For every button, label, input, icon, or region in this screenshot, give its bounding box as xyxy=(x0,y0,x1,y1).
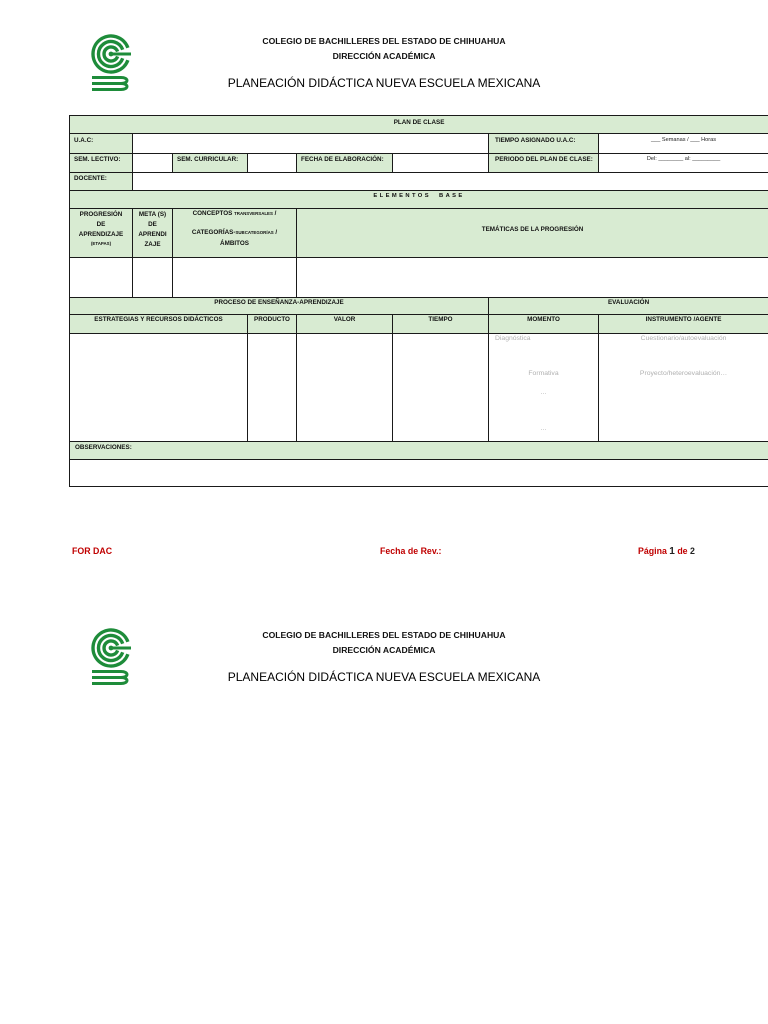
plan-de-clase-form xyxy=(69,115,768,487)
tematicas-header: TEMÁTICAS DE LA PROGRESIÓN xyxy=(297,209,768,258)
producto-field xyxy=(248,334,297,442)
progresion-field xyxy=(70,258,133,298)
instrumento-hint-proyecto: Proyecto/heteroevaluación… xyxy=(639,370,728,377)
fecha-elaboracion-field xyxy=(393,154,489,173)
docente-row xyxy=(70,173,768,191)
momento-hints xyxy=(489,334,598,441)
progresion-label: PROGRESIÓN DE APRENDIZAJE xyxy=(78,211,124,238)
proceso-columns-row xyxy=(70,315,768,334)
docente-label: DOCENTE: xyxy=(70,173,133,191)
instrumento-field xyxy=(599,334,768,442)
proceso-content-row xyxy=(70,334,768,442)
docente-field xyxy=(133,173,768,191)
elementos-base-content-row xyxy=(70,258,768,298)
fecha-elaboracion-label: FECHA DE ELABORACIÓN: xyxy=(297,154,393,173)
observaciones-label: OBSERVACIONES: xyxy=(70,442,768,460)
elementos-base-header-row xyxy=(70,209,768,258)
momento-field xyxy=(489,334,599,442)
meta-header xyxy=(133,209,173,258)
tiempo-header: TIEMPO xyxy=(393,315,489,334)
observaciones-field xyxy=(70,460,768,487)
momento-hint-formativa: Formativa xyxy=(528,370,559,377)
institution-name: COLEGIO DE BACHILLERES DEL ESTADO DE CHIHUAHUA xyxy=(262,630,506,640)
momento-hint-diagnostica: Diagnóstica xyxy=(495,335,531,342)
producto-header: PRODUCTO xyxy=(248,315,297,334)
form-code: FOR DAC xyxy=(72,546,113,556)
categorias-slash: / xyxy=(275,229,278,236)
plan-de-clase-title: PLAN DE CLASE xyxy=(70,116,768,134)
plan-de-clase-row xyxy=(70,116,768,134)
momento-hint-ellipsis: … xyxy=(540,425,547,432)
sem-curricular-label: SEM. CURRICULAR: xyxy=(173,154,248,173)
proceso-evaluacion-row xyxy=(70,298,768,315)
instrumento-hints xyxy=(599,334,768,441)
uac-row xyxy=(70,134,768,154)
conceptos-line-1 xyxy=(175,209,294,219)
evaluacion-title: EVALUACIÓN xyxy=(489,298,768,315)
observaciones-content-row xyxy=(70,460,768,487)
conceptos-header xyxy=(173,209,297,258)
periodo-value: Del: ________ al: _________ xyxy=(599,154,768,173)
meta-field xyxy=(133,258,173,298)
semestre-row xyxy=(70,154,768,173)
meta-label: META (S) DE APRENDIZAJE xyxy=(138,211,167,248)
elementos-base-title: ELEMENTOS BASE xyxy=(70,191,768,209)
subcategorias-label: SUBCATEGORÍAS xyxy=(235,230,274,235)
page-2-header xyxy=(0,594,768,694)
plan-de-clase-table xyxy=(69,115,768,487)
page-number: 1 xyxy=(669,546,675,557)
department-name: DIRECCIÓN ACADÉMICA xyxy=(332,645,436,655)
sem-curricular-field xyxy=(248,154,297,173)
conceptos-field xyxy=(173,258,297,298)
instrumento-header: INSTRUMENTO /AGENTE xyxy=(599,315,768,334)
page-1-header xyxy=(0,0,768,100)
estrategias-field xyxy=(70,334,248,442)
observaciones-row xyxy=(70,442,768,460)
page-total: 2 xyxy=(690,546,695,556)
conceptos-slash: / xyxy=(274,210,277,217)
tiempo-asignado-label: TIEMPO ASIGNADO U.A.C: xyxy=(489,134,599,154)
valor-field xyxy=(297,334,393,442)
progresion-header xyxy=(70,209,133,258)
ambitos-label: ÁMBITOS xyxy=(220,240,249,247)
proceso-title: PROCESO DE ENSEÑANZA-APRENDIZAJE xyxy=(70,298,489,315)
page-label: Página xyxy=(638,546,667,556)
department-name: DIRECCIÓN ACADÉMICA xyxy=(332,51,436,61)
tiempo-field xyxy=(393,334,489,442)
sem-lectivo-label: SEM. LECTIVO: xyxy=(70,154,133,173)
estrategias-header: ESTRATEGIAS Y RECURSOS DIDÁCTICOS xyxy=(70,315,248,334)
institution-name: COLEGIO DE BACHILLERES DEL ESTADO DE CHIHUAHUA xyxy=(262,36,506,46)
revision-date-label: Fecha de Rev.: xyxy=(380,546,442,556)
momento-hint-ellipsis: … xyxy=(540,389,547,396)
instrumento-hint-cuestionario: Cuestionario/autoevaluación xyxy=(640,335,727,342)
uac-field xyxy=(133,134,489,154)
page-of-label: de xyxy=(677,546,688,556)
page-indicator xyxy=(638,545,695,558)
conceptos-line-2 xyxy=(175,228,294,238)
transversales-label: TRANSVERSALES xyxy=(234,211,273,216)
conceptos-label: CONCEPTOS xyxy=(192,210,233,217)
uac-label: U.A.C: xyxy=(70,134,133,154)
progresion-note: (ETAPAS) xyxy=(90,241,112,246)
momento-header: MOMENTO xyxy=(489,315,599,334)
page-footer xyxy=(0,545,768,559)
elementos-base-row xyxy=(70,191,768,209)
valor-header: VALOR xyxy=(297,315,393,334)
document-title: PLANEACIÓN DIDÁCTICA NUEVA ESCUELA MEXICANA xyxy=(227,76,541,90)
tematicas-field xyxy=(297,258,768,298)
document-title: PLANEACIÓN DIDÁCTICA NUEVA ESCUELA MEXICANA xyxy=(227,670,541,684)
categorias-label: CATEGORÍAS- xyxy=(191,229,236,236)
periodo-label: PERIODO DEL PLAN DE CLASE: xyxy=(489,154,599,173)
sem-lectivo-field xyxy=(133,154,173,173)
tiempo-asignado-value: ___ Semanas / ___ Horas xyxy=(599,134,768,154)
